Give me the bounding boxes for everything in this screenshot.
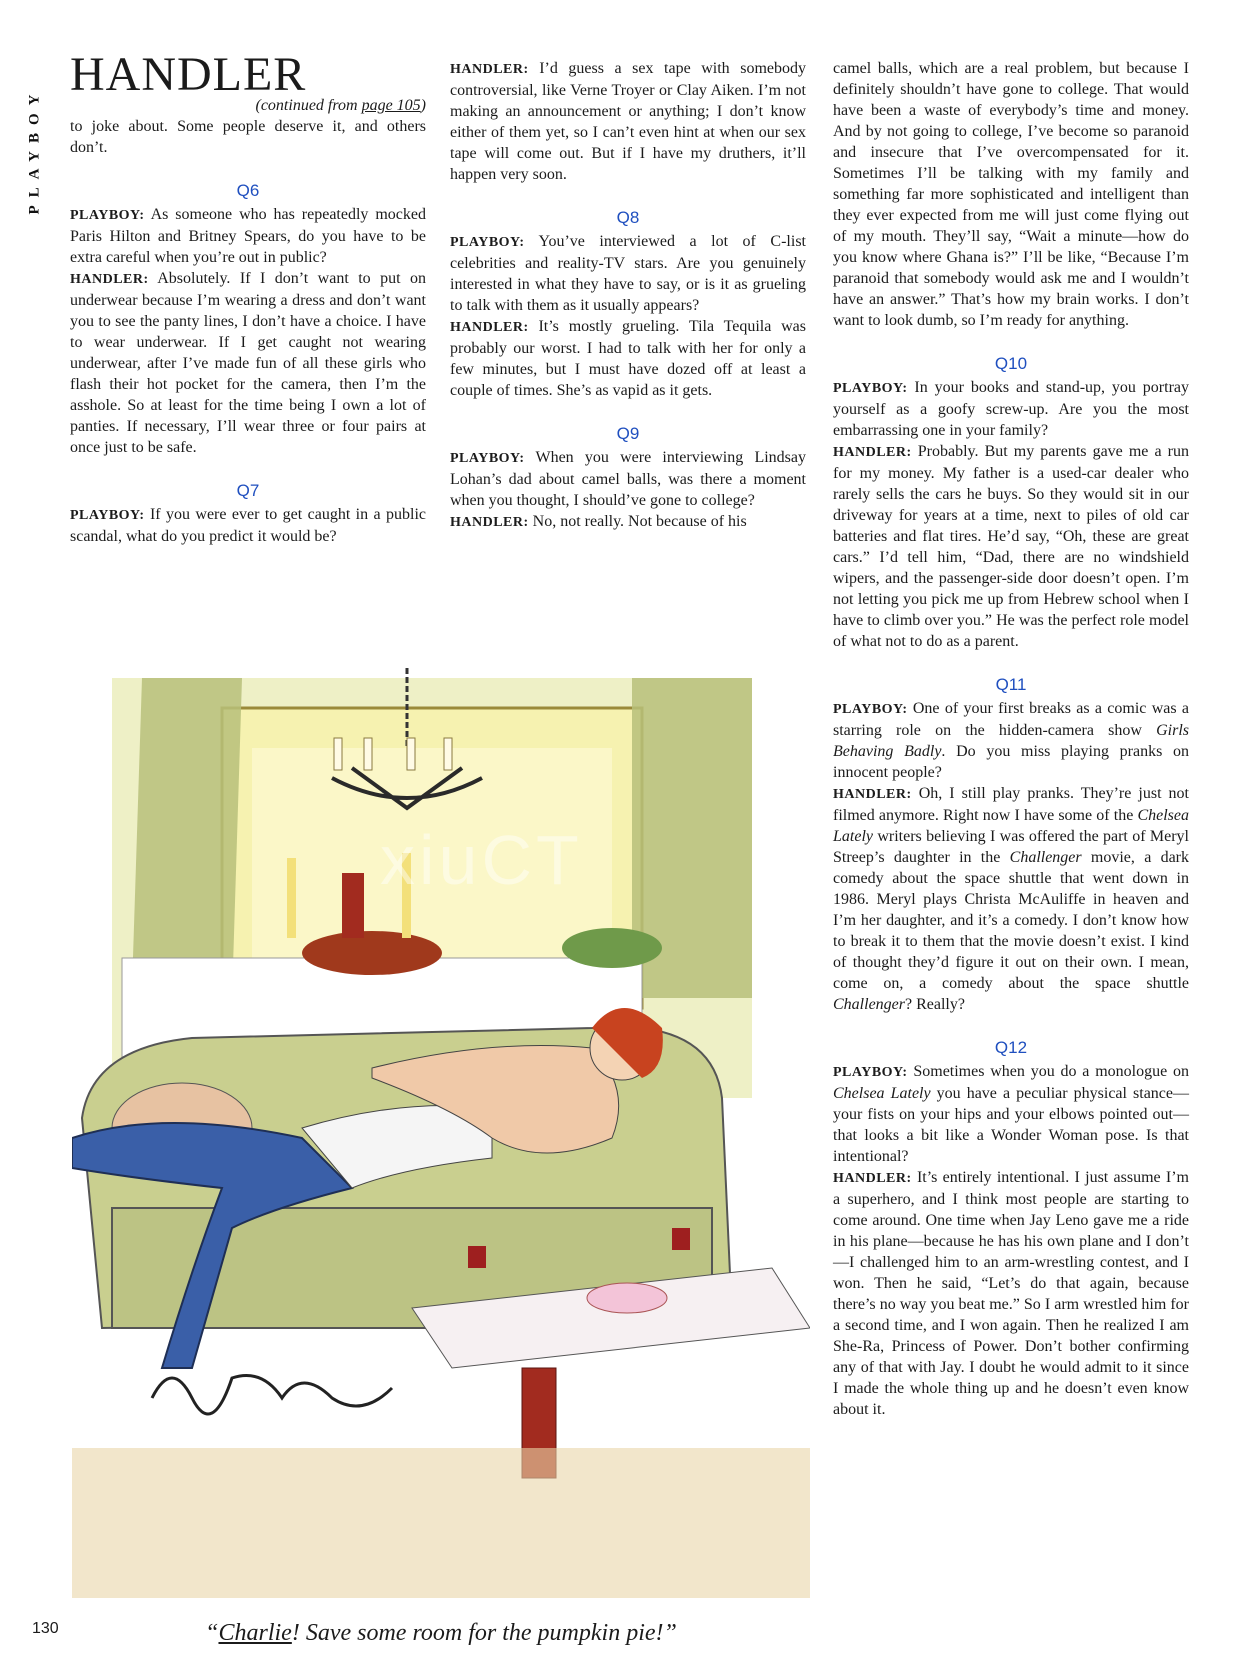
watermark: xiuCT <box>380 821 583 899</box>
curtain-left <box>132 678 242 998</box>
magazine-brand-vertical <box>20 50 50 250</box>
speaker-label: PLAYBOY: <box>833 381 908 396</box>
speaker-label: PLAYBOY: <box>450 235 525 250</box>
answer-paragraph: HANDLER: Probably. But my parents gave me a run for my money. My father is a used-car dealer who rarely sells the cars he buys. So they would sit in our driveway for years at a time, next to piles of old car batteries and flat tires. He’d say, “Oh, these are great cars.” I’d tell him, “Dad, there are no windshield wipers, and the passenger-side door doesn’t open. I’m not letting you pick me up from Hebrew school when I have to climb over you.” He was the perfect role model of what not to do as a parent. <box>833 443 1189 650</box>
movie-title: Challenger <box>833 996 905 1013</box>
question-heading-q9: Q9 <box>616 424 640 443</box>
question-paragraph: PLAYBOY: If you were ever to get caught in a public scandal, what do you predict it would be? <box>70 506 426 545</box>
question-heading-q12: Q12 <box>994 1038 1028 1057</box>
cartoon-illustration <box>72 668 810 1598</box>
answer-paragraph: HANDLER: It’s entirely intentional. I just assume I’m a superhero, and I think most people are starting to come around. One time when Jay Leno gave me a ride in his plane—because he has his own plane and I don’t—I challenged him to an arm-wrestling contest, and I won. Then he said, “Let’s do that again, because there’s no way you beat me.” So I arm wrestled him for a second time, and I won again. Then he realized I am She-Ra, Princess of Power. Don’t bother confirming any of that with Jay. I doubt he would admit to it since I made the whole thing up and he doesn’t even know about it. <box>833 1169 1189 1418</box>
speaker-label: HANDLER: <box>70 272 149 287</box>
question-paragraph: PLAYBOY: As someone who has repeatedly mocked Paris Hilton and Britney Spears, do you have to be extra careful when you’re out in public? <box>70 206 426 266</box>
show-title: Chelsea Lately <box>833 1085 931 1102</box>
cartoon-caption: “Charlie! Save some room for the pumpkin pie!” <box>205 1620 677 1646</box>
question-heading-q6: Q6 <box>236 181 260 200</box>
speaker-label: HANDLER: <box>450 515 529 530</box>
question-heading-q10: Q10 <box>994 354 1028 373</box>
question-paragraph: PLAYBOY: You’ve interviewed a lot of C-list celebrities and reality-TV stars. Are you genuinely interested in what they have to say, or is it as grueling to talk with them as it usually appears? <box>450 233 806 314</box>
intro-paragraph: to joke about. Some people deserve it, and others don’t. <box>70 118 426 156</box>
wine-bottle-table <box>342 873 364 938</box>
brand-text: PLAYBOY <box>26 86 43 214</box>
answer-paragraph: HANDLER: I’d guess a sex tape with somebody controversial, like Verne Troyer or Clay Aiken. I’m not making an announcement or anything; I don’t know either of them yet, so I can’t even hint at when our sex tape will come out. But if I have my druthers, it’ll happen very soon. <box>450 60 806 183</box>
artist-signature <box>152 1376 392 1415</box>
column-2 <box>450 58 806 533</box>
candle-left <box>287 858 296 938</box>
question-paragraph: PLAYBOY: Sometimes when you do a monologue on Chelsea Lately you have a peculiar physical stance—your fists on your hips and your elbows pointed out—that looks a bit like a Wonder Woman pose. Is that intentional? <box>833 1063 1189 1165</box>
show-title: Girls Behaving Badly <box>833 722 1189 760</box>
speaker-label: PLAYBOY: <box>833 702 908 717</box>
answer-continuation: camel balls, which are a real problem, but because I definitely shouldn’t have gone to college. That would have been a waste of everybody’s time and money. And by not going to college, I’ve become so paranoid and insecure that I’ve overcompensated for it. Sometimes I’ll be talking with my family and something far more sophisticated and intelligent than they ever expected from me will just come flying out of my mouth. They’ll say, “Wait a minute—how do you know where Ghana is?” I’ll be like, “Because I’m paranoid that somebody would ask me and I wouldn’t have an answer.” That’s how my brain works. I don’t want to look dumb, so I’m ready for anything. <box>833 60 1189 329</box>
speaker-label: PLAYBOY: <box>70 208 145 223</box>
column-3 <box>833 58 1189 1420</box>
answer-paragraph: HANDLER: Oh, I still play pranks. They’re just not filmed anymore. Right now I have some of the Chelsea Lately writers believing I was offered the part of Meryl Streep’s daughter in the Challenger movie, a dark comedy about the space shuttle that went down in 1986. Meryl plays Christa McAuliffe in heaven and I’m her daughter, and it’s a comedy. I don’t know how to break it to them that the movie doesn’t exist. I kind of thought they’d figure it out on their own. I mean, come on, a comedy about the space shuttle Challenger? Really? <box>833 785 1190 1013</box>
answer-paragraph: HANDLER: Absolutely. If I don’t want to put on underwear because I’m wearing a dress and don’t want you to see the panty lines, I don’t have a choice. I have to wear underwear. If I get caught not wearing underwear, after I’ve made fun of all these girls who flash their hot pocket for the camera, then I’m the asshole. So at least for the time being I own a lot of panties. If necessary, I’ll wear three or four pairs at once just to be safe. <box>70 270 426 456</box>
speaker-label: PLAYBOY: <box>70 508 145 523</box>
speaker-label: HANDLER: <box>833 1171 912 1186</box>
show-title: Chelsea Lately <box>833 807 1189 845</box>
question-heading-q11: Q11 <box>995 675 1027 694</box>
column-1 <box>70 50 426 547</box>
floor <box>72 1448 810 1598</box>
question-paragraph: PLAYBOY: One of your first breaks as a comic was a starring role on the hidden-camera show Girls Behaving Badly. Do you miss playing pranks on innocent people? <box>833 700 1189 781</box>
caption-name: Charlie <box>218 1620 292 1646</box>
question-heading-q8: Q8 <box>616 208 640 227</box>
answer-paragraph: HANDLER: No, not really. Not because of his <box>450 513 747 530</box>
speaker-label: PLAYBOY: <box>450 451 525 466</box>
speaker-label: HANDLER: <box>833 445 912 460</box>
continued-note: (continued from page 105) <box>255 97 426 114</box>
question-paragraph: PLAYBOY: In your books and stand-up, you portray yourself as a goofy screw-up. Are you the most embarrassing one in your family? <box>833 379 1189 439</box>
speaker-label: HANDLER: <box>450 320 529 335</box>
flower-pot <box>562 928 662 968</box>
movie-title: Challenger <box>1009 849 1082 866</box>
speaker-label: HANDLER: <box>450 62 529 77</box>
candle-right <box>402 853 411 938</box>
roast-turkey <box>302 931 442 975</box>
question-heading-q7: Q7 <box>236 481 260 500</box>
snack-plate <box>587 1283 667 1313</box>
article-title: HANDLER <box>70 48 307 101</box>
answer-paragraph: HANDLER: It’s mostly grueling. Tila Tequila was probably our worst. I had to talk with her for only a few minutes, but I must have dozed off at least a couple of times. She’s as vapid as it gets. <box>450 318 806 399</box>
question-paragraph: PLAYBOY: When you were interviewing Lindsay Lohan’s dad about camel balls, was there a moment when you thought, I should’ve gone to college? <box>450 449 806 509</box>
speaker-label: PLAYBOY: <box>833 1065 908 1080</box>
speaker-label: HANDLER: <box>833 787 912 802</box>
continued-page-link[interactable]: page 105 <box>361 97 421 114</box>
page-number: 130 <box>32 1620 59 1637</box>
